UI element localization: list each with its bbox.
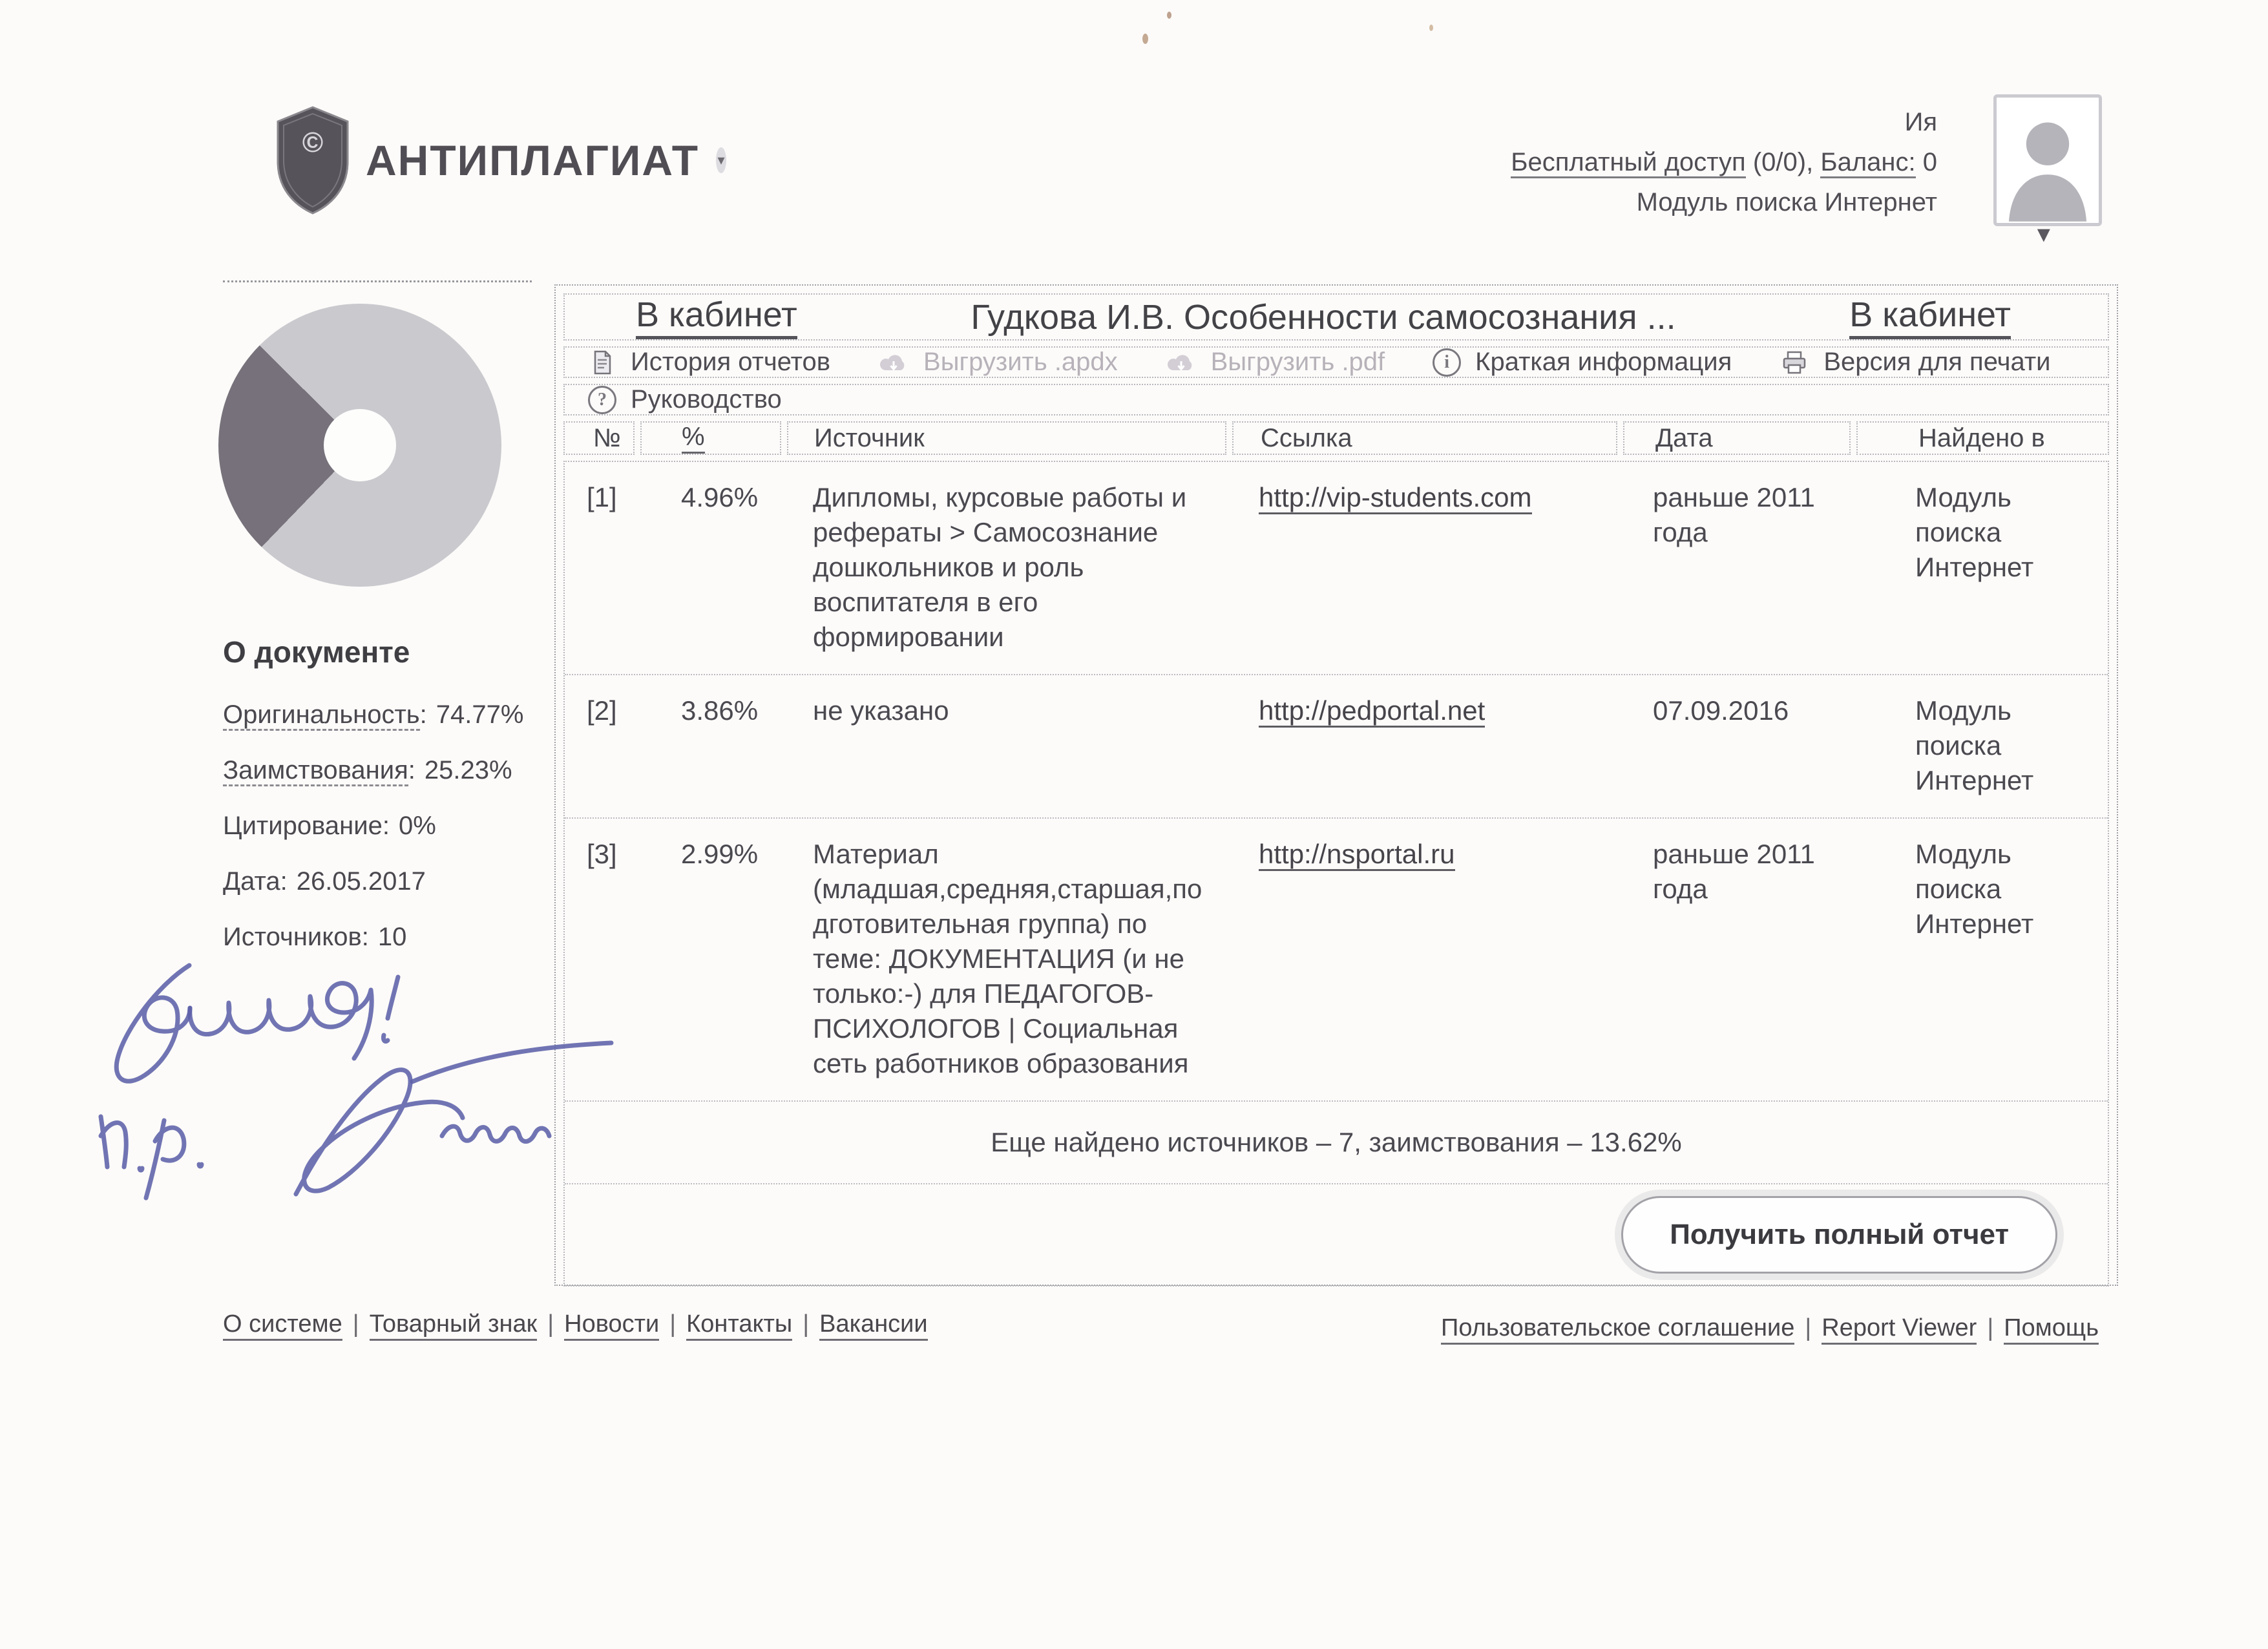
button-row <box>565 1184 2108 1285</box>
download-cloud-icon <box>1166 348 1197 377</box>
footer-user-agreement-link[interactable]: Пользовательское соглашение <box>1441 1314 1794 1345</box>
printer-icon <box>1780 348 1809 377</box>
table-row <box>565 819 2108 1102</box>
footer-trademark-link[interactable]: Товарный знак <box>370 1310 538 1341</box>
get-full-report-button[interactable]: Получить полный отчет <box>1621 1196 2057 1274</box>
question-icon: ? <box>588 386 616 414</box>
row-found-in: Модуль поиска Интернет <box>1915 482 2034 582</box>
avatar-caret-down-icon[interactable]: ▼ <box>2033 222 2055 247</box>
row-source: Материал (младшая,средняя,старшая,подготовительная группа) по теме: ДОКУМЕНТАЦИЯ (и не только:-) для ПЕДАГОГОВ-ПСИХОЛОГОВ | Социальная сеть работников образования <box>813 839 1202 1078</box>
row-source: Дипломы, курсовые работы и рефераты > Самосознание дошкольников и роль воспитателя в его формировании <box>813 482 1187 652</box>
document-info-title: О документе <box>223 635 410 669</box>
report-panel <box>554 284 2118 1286</box>
row-number: [1] <box>587 482 617 512</box>
sidebar-divider <box>223 280 532 282</box>
source-url[interactable]: http://vip-students.com <box>1259 482 1532 514</box>
sources-label: Источников <box>223 923 362 951</box>
brand-caret-down-icon[interactable]: ▾ <box>716 147 726 173</box>
search-module-label: Модуль поиска Интернет <box>1636 188 1937 216</box>
avatar[interactable] <box>1993 94 2102 226</box>
guide-row <box>563 384 2109 415</box>
row-percent: 4.96% <box>681 482 759 512</box>
report-toolbar <box>563 346 2109 378</box>
table-row <box>565 462 2108 675</box>
originality-link[interactable]: Оригинальность <box>223 700 420 731</box>
balance-value: 0 <box>1922 148 1937 176</box>
stat-date: Дата: 26.05.2017 <box>223 867 426 896</box>
row-number: [3] <box>587 839 617 869</box>
donut-hole <box>324 409 396 481</box>
citation-value: 0% <box>398 812 436 840</box>
balance-link[interactable]: Баланс: <box>1820 148 1915 178</box>
footer-help-link[interactable]: Помощь <box>2004 1314 2099 1345</box>
date-value: 26.05.2017 <box>296 867 426 896</box>
document-title: Гудкова И.В. Особенности самосознания ... <box>971 297 1676 337</box>
row-date: 07.09.2016 <box>1653 695 1789 726</box>
free-access-link[interactable]: Бесплатный доступ <box>1511 148 1746 178</box>
row-source: не указано <box>813 695 949 726</box>
guide-link[interactable]: ? Руководство <box>588 385 782 414</box>
footer-contacts-link[interactable]: Контакты <box>686 1310 792 1341</box>
cabinet-link-left[interactable]: В кабинет <box>636 295 797 339</box>
footer-news-link[interactable]: Новости <box>564 1310 659 1341</box>
row-date: раньше 2011 года <box>1653 839 1815 904</box>
copyright-icon: © <box>302 127 324 158</box>
stat-borrowings: Заимствования: 25.23% <box>223 753 565 787</box>
report-header <box>563 293 2109 341</box>
col-link: Ссылка <box>1232 421 1617 455</box>
row-date: раньше 2011 года <box>1653 482 1815 547</box>
scan-speck <box>1167 12 1171 19</box>
brand-logo[interactable] <box>274 102 726 218</box>
source-url[interactable]: http://nsportal.ru <box>1259 839 1455 871</box>
col-found-in: Найдено в <box>1856 421 2109 455</box>
percent-sort-link[interactable]: % <box>682 423 705 454</box>
brief-info-button[interactable]: i Краткая информация <box>1433 348 1732 377</box>
document-icon <box>588 348 616 377</box>
row-percent: 2.99% <box>681 839 759 869</box>
download-cloud-icon <box>878 348 909 377</box>
cabinet-link-right[interactable]: В кабинет <box>1849 295 2011 339</box>
col-date: Дата <box>1623 421 1851 455</box>
footer-vacancies-link[interactable]: Вакансии <box>819 1310 928 1341</box>
col-percent <box>640 421 781 455</box>
col-number: № <box>563 421 635 455</box>
user-info-block <box>1511 102 1937 222</box>
footer-links-left: О системе | Товарный знак | Новости | Контакты | Вакансии <box>223 1310 928 1338</box>
stat-originality: Оригинальность: 74.77% <box>223 698 565 731</box>
date-label: Дата <box>223 867 280 896</box>
scan-speck <box>1429 25 1433 31</box>
table-row <box>565 675 2108 819</box>
row-found-in: Модуль поиска Интернет <box>1915 839 2034 939</box>
row-link-cell <box>1232 462 1622 674</box>
row-number: [2] <box>587 695 617 726</box>
info-icon: i <box>1433 348 1461 377</box>
user-access-line <box>1511 142 1937 182</box>
table-body <box>563 461 2109 1287</box>
user-silhouette-icon <box>1997 98 2099 223</box>
export-apdx-button: Выгрузить .apdx <box>878 348 1118 377</box>
row-found-in: Модуль поиска Интернет <box>1915 695 2034 795</box>
free-access-counter: (0/0), <box>1752 148 1814 176</box>
row-link-cell <box>1232 675 1622 817</box>
table-header <box>563 421 2109 455</box>
footer-report-viewer-link[interactable]: Report Viewer <box>1822 1314 1977 1345</box>
print-version-button[interactable]: Версия для печати <box>1780 348 2050 377</box>
citation-label: Цитирование <box>223 812 383 840</box>
originality-value: 74.77% <box>436 700 524 729</box>
row-percent: 3.86% <box>681 695 759 726</box>
stat-sources: Источников: 10 <box>223 923 407 951</box>
export-pdf-button: Выгрузить .pdf <box>1166 348 1385 377</box>
report-history-button[interactable]: История отчетов <box>588 348 830 377</box>
more-sources-summary: Еще найдено источников – 7, заимствования – 13.62% <box>565 1102 2108 1184</box>
borrowings-link[interactable]: Заимствования <box>223 756 408 786</box>
shield-icon <box>274 105 352 216</box>
row-link-cell <box>1232 819 1622 1100</box>
col-source: Источник <box>787 421 1226 455</box>
source-url[interactable]: http://pedportal.net <box>1259 695 1485 728</box>
sources-value: 10 <box>377 923 407 951</box>
document-info-block <box>223 635 565 976</box>
footer-links-right: Пользовательское соглашение | Report Viewer | Помощь <box>1441 1314 2099 1342</box>
footer-about-link[interactable]: О системе <box>223 1310 342 1341</box>
handwritten-signature <box>83 938 619 1216</box>
borrowings-value: 25.23% <box>424 756 512 784</box>
user-name: Ия <box>1904 108 1937 136</box>
scan-speck <box>1142 34 1148 44</box>
stat-citation: Цитирование: 0% <box>223 812 436 840</box>
originality-donut-chart <box>218 304 501 587</box>
brand-name: АНТИПЛАГИАТ <box>366 136 700 184</box>
